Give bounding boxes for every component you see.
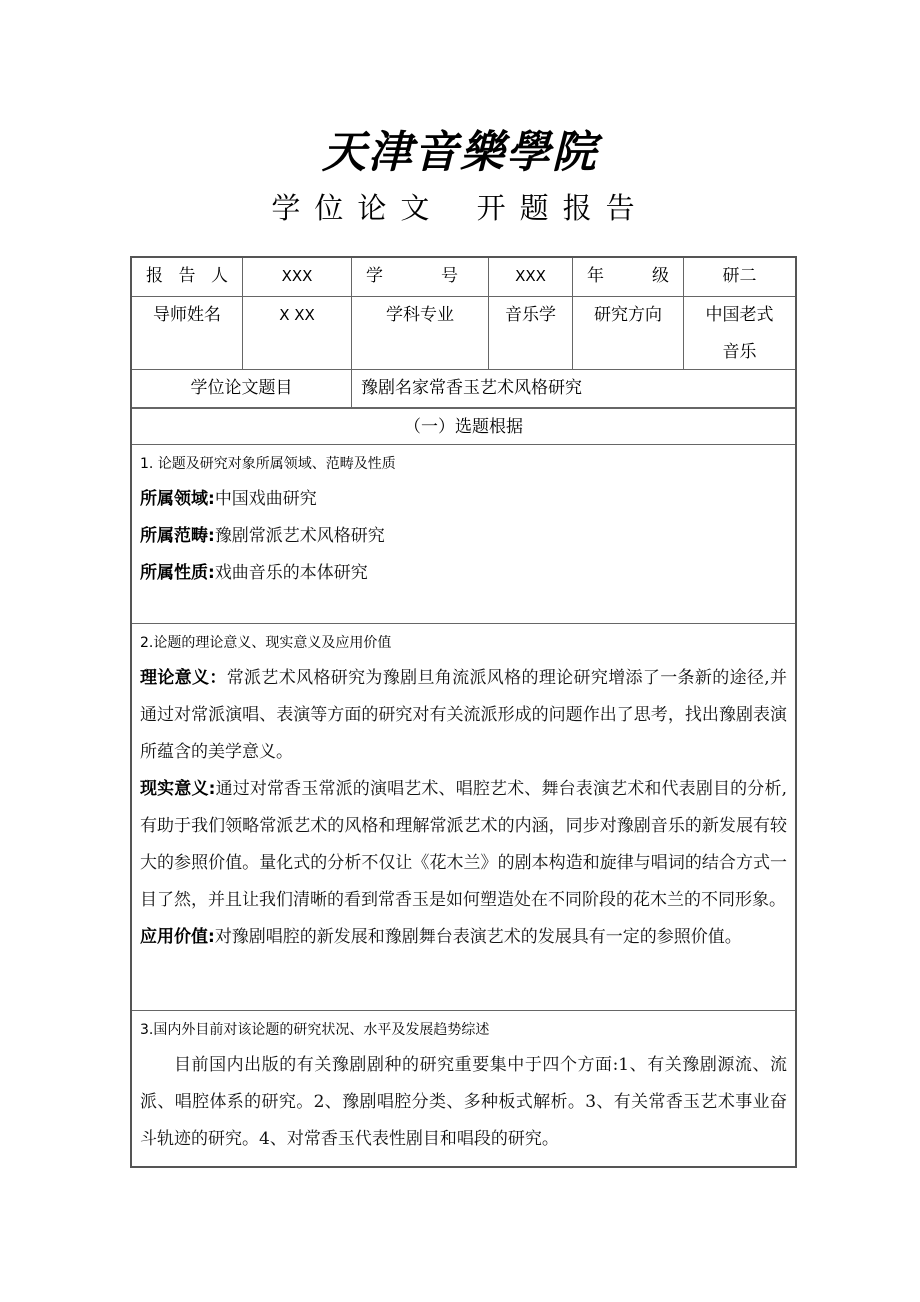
label-char: 级 (652, 266, 669, 286)
item-label: 所属范畴: (140, 526, 215, 546)
advisor-value: X XX (243, 297, 352, 370)
item-label: 应用价值: (140, 927, 215, 947)
nature-item (140, 555, 787, 592)
item-label: 现实意义: (140, 779, 216, 799)
document-title: 学位论文 开题报告 (271, 191, 649, 225)
thesis-title-label: 学位论文题目 (132, 370, 352, 408)
item-text: 戏曲音乐的本体研究 (214, 563, 368, 583)
label-char: 年 (587, 266, 604, 286)
grade-value: 研二 (684, 258, 795, 297)
category-item (140, 518, 787, 555)
part-1-heading: 1. 论题及研究对象所属领域、范畴及性质 (140, 456, 396, 472)
direction-line-1: 中国老式 (705, 305, 774, 325)
application-value (140, 919, 787, 956)
item-label: 理论意义： (140, 668, 227, 688)
thesis-title-value: 豫剧名家常香玉艺术风格研究 (352, 370, 795, 408)
student-id-label (352, 258, 489, 297)
item-text: 常派艺术风格研究为豫剧旦角流派风格的理论研究增添了一条新的途径,并通过对常派演唱、表演等方面的研究对有关流派形成的问题作出了思考，找出豫剧表演所蕴含的美学意义。 (140, 668, 787, 762)
part-3-block (132, 1011, 795, 1166)
reporter-value: XXX (243, 258, 352, 297)
item-label: 所属领域: (140, 489, 215, 509)
major-value: 音乐学 (489, 297, 573, 370)
label-char: 告 (178, 266, 196, 286)
part-2-block (132, 624, 795, 1011)
item-text: 通过对常香玉常派的演唱艺术、唱腔艺术、舞台表演艺术和代表剧目的分析,有助于我们领略常派艺术的风格和理解常派艺术的内涵，同步对豫剧音乐的新发展有较大的参照价值。量化式的分析不仅让《花木兰》的剧本构造和旋律与唱词的结合方式一目了然，并且让我们清晰的看到常香玉是如何塑造处在不同阶段的花木兰的不同形象。 (140, 779, 787, 910)
item-label: 所属性质: (140, 563, 215, 583)
item-text: 对豫剧唱腔的新发展和豫剧舞台表演艺术的发展具有一定的参照价值。 (214, 927, 742, 947)
report-form-table (130, 256, 797, 1168)
research-direction-value (684, 297, 795, 370)
label-char: 学 (366, 266, 383, 286)
field-item (140, 481, 787, 518)
research-status-paragraph: 目前国内出版的有关豫剧剧种的研究重要集中于四个方面:1、有关豫剧源流、流派、唱腔体系的研究。2、豫剧唱腔分类、多种板式解析。3、有关常香玉艺术事业奋斗轨迹的研究。4、对常香玉代表性剧目和唱段的研究。 (140, 1055, 787, 1149)
research-direction-label: 研究方向 (573, 297, 684, 370)
label-char: 人 (211, 266, 228, 286)
part-1-block (132, 445, 795, 624)
direction-line-2: 音乐 (722, 342, 757, 362)
grade-label (573, 258, 684, 297)
practical-significance (140, 771, 787, 919)
label-char: 报 (146, 266, 163, 286)
school-name-calligraphy: 天津音樂學院 (322, 127, 598, 178)
major-label: 学科专业 (352, 297, 489, 370)
student-id-value: XXX (489, 258, 573, 297)
item-text: 中国戏曲研究 (214, 489, 317, 509)
part-3-heading: 3.国内外目前对该论题的研究状况、水平及发展趋势综述 (140, 1022, 490, 1038)
section-title: （一）选题根据 (132, 408, 795, 445)
reporter-label (132, 258, 243, 297)
advisor-label: 导师姓名 (132, 297, 243, 370)
theoretical-significance (140, 660, 787, 771)
item-text: 豫剧常派艺术风格研究 (214, 526, 385, 546)
label-char: 号 (441, 266, 458, 286)
part-2-heading: 2.论题的理论意义、现实意义及应用价值 (140, 635, 392, 651)
